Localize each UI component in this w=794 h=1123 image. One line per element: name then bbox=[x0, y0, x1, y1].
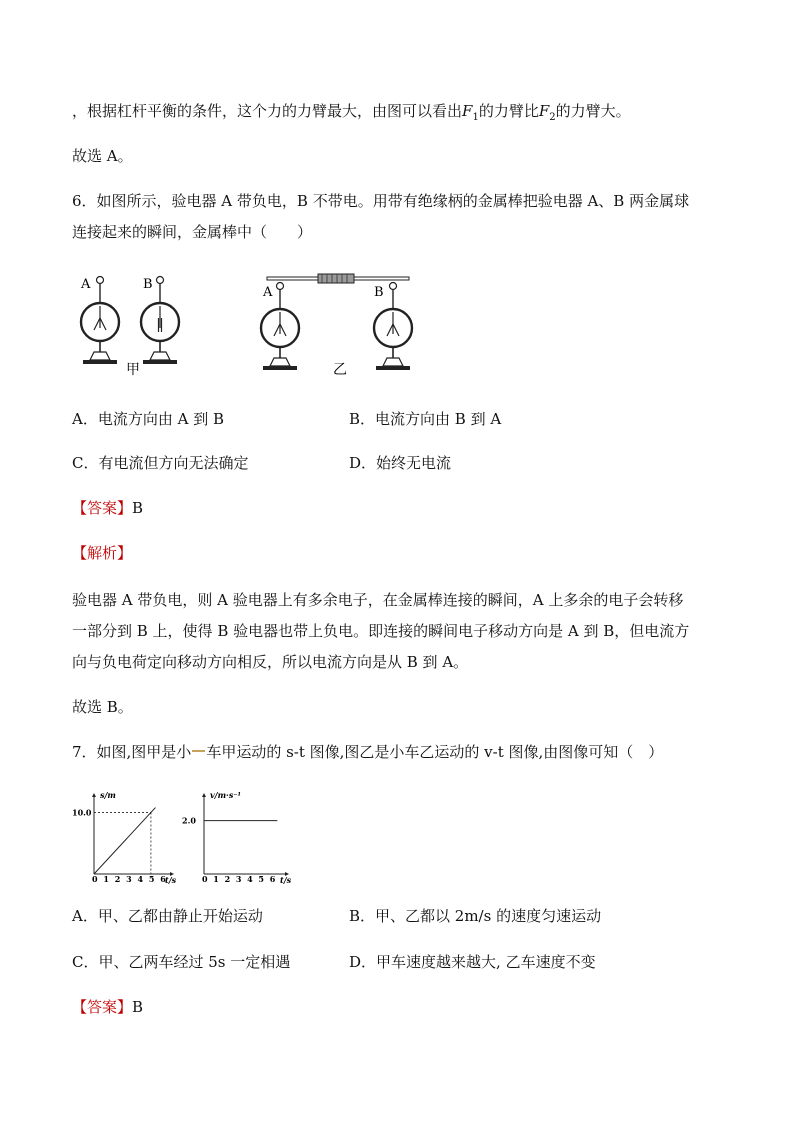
analysis-tag: 【解析】 bbox=[72, 544, 133, 562]
vt-x-tick-3: 3 bbox=[235, 874, 242, 884]
chart-v-t bbox=[182, 786, 297, 886]
intro-conclusion: 故选 A。 bbox=[72, 147, 133, 165]
q6-stem-line-2: 连接起来的瞬间，金属棒中（ ） bbox=[72, 223, 313, 241]
st-series-line bbox=[94, 808, 155, 874]
underline-mark bbox=[192, 750, 205, 752]
q6-stem-line-1: 6．如图所示，验电器 A 带负电，B 不带电。用带有绝缘柄的金属棒把验电器 A、B 两金属球 bbox=[72, 192, 690, 210]
figure-label-yi: 乙 bbox=[333, 362, 347, 378]
answer-tag: 【答案】 bbox=[72, 998, 133, 1016]
vt-y-arrow bbox=[202, 793, 206, 797]
q7-stem-part-2: 车甲运动的 s-t 图像,图乙是小车乙运动的 v-t 图像,由图像可知（ ） bbox=[206, 743, 664, 761]
q7-answer bbox=[72, 997, 143, 1017]
vt-y-label: v/m·s⁻¹ bbox=[210, 790, 242, 800]
st-y-arrow bbox=[92, 793, 96, 797]
force-f1-symbol: F bbox=[462, 102, 473, 120]
force-f2-subscript: 2 bbox=[549, 112, 556, 123]
label-a-jia: A bbox=[81, 277, 91, 292]
q6-analysis-tag bbox=[72, 543, 132, 563]
q7-option-a[interactable]: A．甲、乙都由静止开始运动 bbox=[72, 907, 263, 925]
st-x-tick-1: 1 bbox=[103, 874, 109, 884]
st-x-tick-2: 2 bbox=[114, 874, 121, 884]
vt-x-tick-4: 4 bbox=[247, 874, 253, 884]
metal-rod bbox=[267, 274, 409, 283]
vt-x-tick-6: 6 bbox=[269, 874, 276, 884]
vt-x-tick-0: 0 bbox=[202, 874, 208, 884]
q7-option-d[interactable]: D．甲车速度越来越大, 乙车速度不变 bbox=[349, 953, 596, 971]
vt-x-tick-2: 2 bbox=[224, 874, 231, 884]
q7-stem-part-1: 7．如图,图甲是小 bbox=[72, 743, 192, 761]
answer-tag: 【答案】 bbox=[72, 499, 133, 517]
st-y-tick: 10.0 bbox=[72, 807, 92, 818]
chart-s-t bbox=[72, 786, 182, 886]
intro-text-1: ，根据杠杆平衡的条件，这个力的力臂最大，由图可以看出 bbox=[72, 102, 463, 120]
st-x-tick-0: 0 bbox=[92, 874, 98, 884]
st-x-label: t/s bbox=[165, 875, 177, 885]
q6-electroscope-figure bbox=[70, 268, 430, 380]
intro-text-2: 的力臂比 bbox=[478, 102, 539, 120]
q6-answer bbox=[72, 498, 143, 518]
intro-text-3: 的力臂大。 bbox=[555, 102, 631, 120]
st-x-tick-5: 5 bbox=[148, 874, 155, 884]
q6-conclusion: 故选 B。 bbox=[72, 698, 133, 716]
label-b-yi: B bbox=[374, 285, 384, 300]
vt-x-tick-1: 1 bbox=[213, 874, 219, 884]
q7-stem bbox=[72, 742, 663, 762]
q6-analysis-line-2: 一部分到 B 上，使得 B 验电器也带上负电。即连接的瞬间电子移动方向是 A 到 B，但电流方 bbox=[72, 622, 690, 640]
q7-option-c[interactable]: C．甲、乙两车经过 5s 一定相遇 bbox=[72, 953, 291, 971]
st-x-tick-6: 6 bbox=[160, 874, 166, 884]
q6-option-c[interactable]: C．有电流但方向无法确定 bbox=[72, 454, 249, 472]
q7-option-b[interactable]: B．甲、乙都以 2m/s 的速度匀速运动 bbox=[349, 907, 602, 925]
label-b-jia: B bbox=[143, 277, 153, 292]
vt-x-tick-5: 5 bbox=[258, 874, 265, 884]
q6-analysis-line-3: 向与负电荷定向移动方向相反，所以电流方向是从 B 到 A。 bbox=[72, 653, 469, 671]
vt-y-tick: 2.0 bbox=[182, 815, 196, 826]
answer-value: B bbox=[132, 499, 144, 517]
force-f1-subscript: 1 bbox=[472, 112, 479, 123]
q6-option-d[interactable]: D．始终无电流 bbox=[349, 454, 452, 472]
st-y-label: s/m bbox=[100, 790, 116, 800]
q6-option-b[interactable]: B．电流方向由 B 到 A bbox=[349, 410, 502, 428]
answer-value: B bbox=[132, 998, 144, 1016]
vt-x-label: t/s bbox=[280, 875, 292, 885]
label-a-yi: A bbox=[263, 285, 273, 300]
figure-label-jia: 甲 bbox=[126, 362, 140, 378]
q6-analysis-line-1: 验电器 A 带负电，则 A 验电器上有多余电子，在金属棒连接的瞬间，A 上多余的电子会转移 bbox=[72, 591, 684, 609]
st-x-tick-3: 3 bbox=[126, 874, 132, 884]
force-f2-symbol: F bbox=[538, 102, 550, 120]
q6-option-a[interactable]: A．电流方向由 A 到 B bbox=[72, 410, 224, 428]
intro-line-1 bbox=[72, 101, 631, 128]
st-x-tick-4: 4 bbox=[137, 874, 144, 884]
